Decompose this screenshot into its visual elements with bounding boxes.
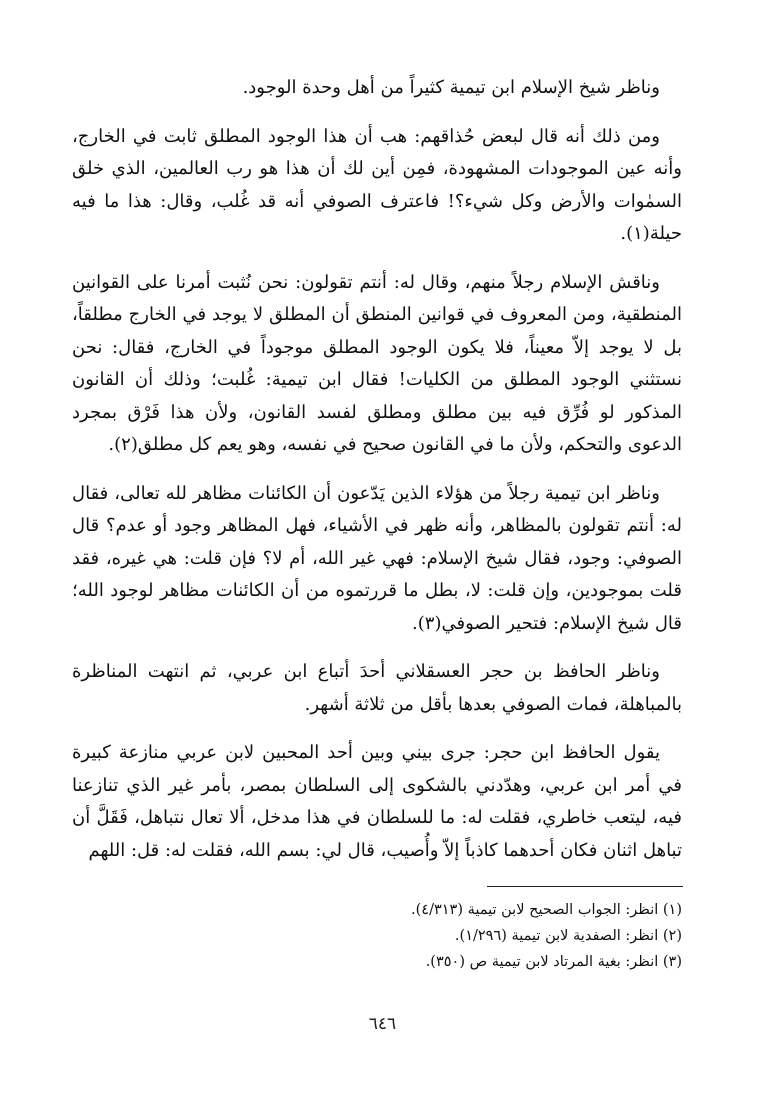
paragraph-5: وناظر الحافظ بن حجر العسقلاني أحدَ أتباع ابن عربي، ثم انتهت المناظرة بالمباهلة، فمات الصوفي بعدها بأقل من ثلاثة أشهر. bbox=[72, 661, 682, 715]
footnote-divider bbox=[487, 886, 683, 887]
footnotes bbox=[72, 897, 682, 975]
footnote-1: (١) انظر: الجواب الصحيح لابن تيمية (٤/٣١٣). bbox=[411, 902, 682, 918]
paragraph-6: يقول الحافظ ابن حجر: جرى بيني وبين أحد المحبين لابن عربي منازعة كبيرة في أمر ابن عربي، وهدّدني بالشكوى إلى السلطان بمصر، بأمر غير الذي تنازعنا فيه، ليتعب خاطري، فقلت له: ما للسلطان في هذا مدخل، ألا تعال نتباهل، فَقَلَّ أن تباهل اثنان فكان أحدهما كاذباً إلاّ وأُصيب، قال لي: بسم الله، فقلت له: قل: اللهم bbox=[72, 742, 682, 861]
paragraph-2: ومن ذلك أنه قال لبعض حُذاقهم: هب أن هذا الوجود المطلق ثابت في الخارج، وأنه عين الموجودات المشهودة، فمِن أين لك أن هذا هو رب العالمين، الذي خلق السمٰوات والأرض وكل شيء؟! فاعترف الصوفي أنه قد غُلب، وقال: هذا ما فيه حيلة(١). bbox=[72, 125, 682, 244]
footnote-3: (٣) انظر: بغية المرتاد لابن تيمية ص (٣٥٠). bbox=[425, 954, 682, 970]
footnote-2: (٢) انظر: الصفدية لابن تيمية (١/٢٩٦). bbox=[454, 928, 682, 944]
paragraph-1: وناظر شيخ الإسلام ابن تيمية كثيراً من أهل وحدة الوجود. bbox=[242, 77, 660, 98]
main-text bbox=[72, 72, 682, 883]
paragraph-4: وناظر ابن تيمية رجلاً من هؤلاء الذين يَدّعون أن الكائنات مظاهر لله تعالى، فقال له: أنتم تقولون بالمظاهر، وأنه ظهر في الأشياء، فهل المظاهر وجود أو عدم؟ قال الصوفي: وجود، فقال شيخ الإسلام: فهي غير الله، أم لا؟ فإن قلت: هي غيره، فقد قلت بموجودين، وإن قلت: لا، بطل ما قررتموه من أن الكائنات مظاهر لوجود الله؛ قال شيخ الإسلام: فتحير الصوفي(٣). bbox=[72, 482, 682, 634]
paragraph-3: وناقش الإسلام رجلاً منهم، وقال له: أنتم تقولون: نحن نُثبت أمرنا على القوانين المنطقية، ومن المعروف في قوانين المنطق أن المطلق لا يوجد في الخارج مطلقاً، بل لا يوجد إلاّ معيناً، فلا يكون الوجود المطلق موجوداً في الخارج، فقال: نحن نستثني الوجود المطلق من الكليات! فقال ابن تيمية: غُلبت؛ وذلك أن القانون المذكور لو فُرِّق فيه بين مطلق ومطلق لفسد القانون، ولأن هذا فَرْق بمجرد الدعوى والتحكم، ولأن ما في القانون صحيح في نفسه، وهو يعم كل مطلق(٢). bbox=[72, 271, 682, 455]
page-number: ٦٤٦ bbox=[368, 1014, 397, 1034]
